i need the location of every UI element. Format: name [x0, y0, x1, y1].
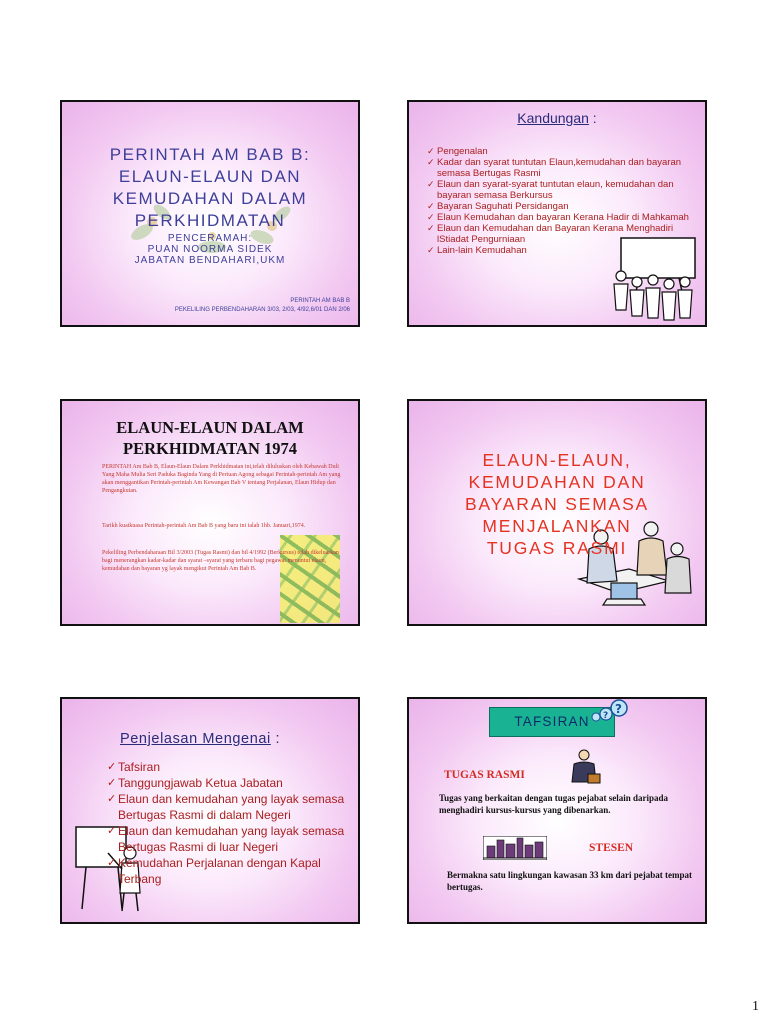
slide-3-title-line-2: PERKHIDMATAN 1974 [122, 439, 297, 458]
list-item: ✓ Elaun dan Kemudahan dan Bayaran Kerana Menghadiri lStiadat Pengurniaan [427, 223, 697, 245]
reference-line-2: PEKELILING PERBENDAHARAN 3/03, 2/03, 4/92,6/01 DAN 2/06 [174, 307, 350, 313]
slide-5-title-text: Penjelasan Mengenai [120, 731, 271, 747]
slide-4-title-line-3: BAYARAN SEMASA [464, 494, 650, 514]
list-item: ✓ Elaun dan kemudahan yang layak semasa Bertugas Rasmi di dalam Negeri [107, 791, 357, 823]
city-skyline-icon [483, 836, 547, 860]
presenter-name: PUAN NOORMA SIDEK [147, 244, 273, 255]
slide-1-title-line-4: PERKHIDMATAN [134, 211, 286, 230]
slide-3-paragraph-1: PERINTAH Am Bab B, Elaun-Elaun Dalam Perkhidmatan ini,telah diluluskan oleh Kebawah Duli Yang Maha Mulia Seri Paduka Baginda Yang di Pertuan Agong sebagai Perintah-perintah Am yang akan menggantikan Perintah-perintah Am Kewangan Bab V tentang Perjalanan, Elaun Hidup dan Pengangkutan. [102, 464, 341, 494]
reference-line-1: PERINTAH AM BAB B [290, 298, 350, 304]
svg-text:?: ? [603, 711, 609, 721]
list-item: ✓ Lain-lain Kemudahan [427, 245, 697, 256]
slide-5-title-colon: : [270, 731, 281, 747]
slide-4-title-line-4: MENJALANKAN [482, 516, 632, 536]
definition-tugas-rasmi: Tugas yang berkaitan dengan tugas pejabat selain daripada menghadiri kursus-kursus yang dibenarkan. [439, 793, 668, 815]
list-item: ✓ Pengenalan [427, 146, 697, 157]
people-at-board-icon [609, 236, 699, 326]
list-item: ✓ Elaun dan kemudahan yang layak semasa Bertugas Rasmi di luar Negeri [107, 823, 357, 855]
slide-2-title-colon: : [588, 110, 597, 126]
slide-2 [407, 100, 707, 327]
slide-1 [60, 100, 360, 327]
slide-2-title [409, 110, 705, 126]
presenter-department: JABATAN BENDAHARI,UKM [134, 255, 286, 266]
slide-1-title-line-3: KEMUDAHAN DALAM [112, 189, 308, 208]
list-item: ✓ Elaun dan syarat-syarat tuntutan elaun, kemudahan dan bayaran semasa Berkursus [427, 179, 697, 201]
slide-2-title-text: Kandungan [517, 110, 589, 126]
person-with-briefcase-icon [566, 748, 602, 788]
slide-4-title-line-2: KEMUDAHAN DAN [468, 472, 646, 492]
question-marks-icon [589, 698, 629, 724]
list-item: ✓ Kemudahan Perjalanan dengan Kapal Terbang [107, 855, 357, 887]
term-tugas-rasmi: TUGAS RASMI [444, 769, 525, 781]
list-item: ✓ Kadar dan syarat tuntutan Elaun,kemudahan dan bayaran semasa Bertugas Rasmi [427, 157, 697, 179]
list-item: ✓ Bayaran Saguhati Persidangan [427, 201, 697, 212]
presenter-label: PENCERAMAH: [167, 233, 253, 244]
slide-5-title [120, 731, 280, 747]
slide-3-paragraph-3: Pekeliling Perbendaharaan Bil 3/2003 (Tugas Rasmi) dan bil 4/1992 (Berkursus) telah dikeluarkan bagi menerangkan kadar-kadar dan syarat –syarat yang terbaru bagi pegawai menuntut elaun, kemudahan dan bayaran yg layak mengikut Perintah Am Bab B. [102, 550, 339, 572]
explanation-list [107, 759, 357, 887]
page-number: 1 [752, 999, 759, 1014]
slide-1-title-line-2: ELAUN-ELAUN DAN [118, 167, 302, 186]
slide-5 [60, 697, 360, 924]
list-item: ✓ Tafsiran [107, 759, 357, 775]
definition-stesen: Bermakna satu lingkungan kawasan 33 km dari pejabat tempat bertugas. [447, 870, 693, 892]
slide-6 [407, 697, 707, 924]
list-item: ✓ Tanggungjawab Ketua Jabatan [107, 775, 357, 791]
term-stesen: STESEN [589, 842, 634, 854]
list-item: ✓ Elaun Kemudahan dan bayaran Kerana Hadir di Mahkamah [427, 212, 697, 223]
svg-text:?: ? [615, 702, 622, 716]
tafsiran-badge: TAFSIRAN [489, 707, 615, 737]
slide-4 [407, 399, 707, 626]
slide-3-paragraph-2: Tarikh kuatkuasa Perintah-perintah Am Bab B yang baru ini ialah 1hb. Januari,1974. [102, 523, 306, 529]
slide-3 [60, 399, 360, 626]
slide-3-title-line-1: ELAUN-ELAUN DALAM [116, 418, 304, 437]
slide-1-title-line-1: PERINTAH AM BAB B: [109, 145, 311, 164]
slide-4-title-line-1: ELAUN-ELAUN, [482, 450, 632, 470]
slide-4-title-line-5: TUGAS RASMI [486, 538, 628, 558]
